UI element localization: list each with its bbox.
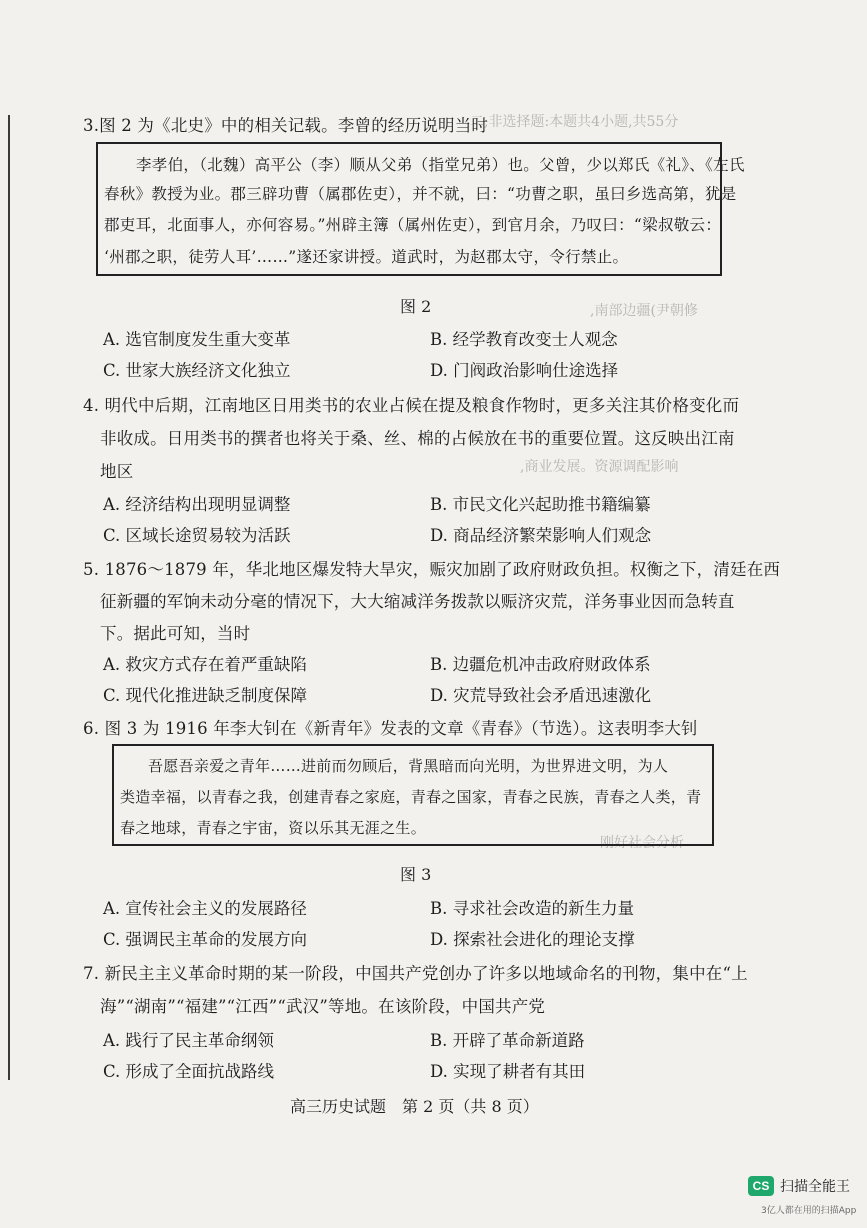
q3-stem: 3.图 2 为《北史》中的相关记载。李曾的经历说明当时 — [83, 116, 489, 135]
q4-stem-line: 地区 — [100, 462, 134, 481]
q4-option-b[interactable]: B. 市民文化兴起助推书籍编纂 — [430, 495, 651, 514]
margin-line — [8, 115, 10, 1080]
q6-quote-line: 类造幸福，以青春之我，创建青春之家庭，青春之国家，青春之民族，青春之人类，青 — [120, 788, 702, 806]
q3-quote-line: 郡吏耳，北面事人，亦何容易。”州辟主簿（属州佐吏），到官月余，乃叹曰：“梁叔敬云： — [104, 216, 722, 234]
q6-option-b[interactable]: B. 寻求社会改造的新生力量 — [430, 899, 635, 918]
q3-quote-line: 李孝伯，（北魏）高平公（李）顺从父弟（指堂兄弟）也。父曾，少以郑氏《礼》、《左氏 — [136, 156, 745, 174]
q4-stem-line: 4. 明代中后期，江南地区日用类书的农业占候在提及粮食作物时，更多关注其价格变化而 — [83, 396, 740, 415]
q7-option-b[interactable]: B. 开辟了革命新道路 — [430, 1031, 585, 1050]
q6-stem: 6. 图 3 为 1916 年李大钊在《新青年》发表的文章《青春》（节选）。这表明李大钊 — [83, 719, 698, 738]
q5-option-a[interactable]: A. 救灾方式存在着严重缺陷 — [103, 655, 307, 674]
q5-option-b[interactable]: B. 边疆危机冲击政府财政体系 — [430, 655, 651, 674]
q6-quote-line: 吾愿吾亲爱之青年……进前而勿顾后，背黑暗而向光明，为世界进文明，为人 — [148, 757, 669, 775]
camscanner-logo-icon: CS — [748, 1176, 774, 1196]
bleed-through-fragment: ,南部边疆(尹朝修 — [590, 303, 698, 319]
q4-option-c[interactable]: C. 区域长途贸易较为活跃 — [103, 526, 291, 545]
page-footer: 高三历史试题 第 2 页（共 8 页） — [290, 1097, 539, 1116]
q3-quote-line: ‘州郡之职，徒劳人耳’……”遂还家讲授。道武时，为赵郡太守，令行禁止。 — [104, 248, 629, 266]
q6-option-d[interactable]: D. 探索社会进化的理论支撑 — [430, 930, 635, 949]
q6-option-a[interactable]: A. 宣传社会主义的发展路径 — [103, 899, 307, 918]
q6-quote-line: 春之地球，青春之宇宙，资以乐其无涯之生。 — [120, 819, 427, 837]
q7-stem-line: 海”“湖南”“福建”“江西”“武汉”等地。在该阶段，中国共产党 — [100, 997, 546, 1016]
q4-stem-line: 非收成。日用类书的撰者也将关于桑、丝、棉的占候放在书的重要位置。这反映出江南 — [100, 429, 735, 448]
q5-option-c[interactable]: C. 现代化推进缺乏制度保障 — [103, 686, 308, 705]
bleed-through-fragment: ,商业发展。资源调配影响 — [520, 459, 679, 475]
watermark-app-name: 扫描全能王 — [780, 1179, 850, 1195]
q7-option-a[interactable]: A. 践行了民主革命纲领 — [103, 1031, 274, 1050]
q5-stem-line: 5. 1876～1879 年，华北地区爆发特大旱灾，赈灾加剧了政府财政负担。权衡之下，清廷在西 — [83, 560, 781, 579]
bleed-through-fragment: 二,非选择题:本题共4小题,共55分 — [470, 114, 679, 130]
q3-option-b[interactable]: B. 经学教育改变士人观念 — [430, 330, 618, 349]
q5-stem-line: 下。据此可知，当时 — [100, 624, 251, 643]
q5-option-d[interactable]: D. 灾荒导致社会矛盾迅速激化 — [430, 686, 652, 705]
q5-stem-line: 征新疆的军饷未动分毫的情况下，大大缩减洋务拨款以赈济灾荒，洋务事业因而急转直 — [100, 592, 735, 611]
q7-option-c[interactable]: C. 形成了全面抗战路线 — [103, 1062, 275, 1081]
q3-option-a[interactable]: A. 选官制度发生重大变革 — [103, 330, 291, 349]
q7-stem-line: 7. 新民主主义革命时期的某一阶段，中国共产党创办了许多以地域命名的刊物，集中在“上 — [83, 964, 748, 983]
watermark-tagline: 3亿人都在用的扫描App — [761, 1206, 857, 1216]
q4-option-a[interactable]: A. 经济结构出现明显调整 — [103, 495, 291, 514]
figure-2-caption: 图 2 — [400, 297, 432, 316]
q7-option-d[interactable]: D. 实现了耕者有其田 — [430, 1062, 586, 1081]
q6-option-c[interactable]: C. 强调民主革命的发展方向 — [103, 930, 308, 949]
q3-quote-line: 春秋》教授为业。郡三辟功曹（属郡佐吏），并不就，曰：“功曹之职，虽曰乡选高第，犹是 — [104, 185, 737, 203]
figure-3-caption: 图 3 — [400, 865, 432, 884]
q3-option-d[interactable]: D. 门阀政治影响仕途选择 — [430, 361, 619, 380]
bleed-through-fragment: 刚好社会分析 — [600, 835, 684, 851]
scanner-watermark — [748, 1176, 850, 1196]
q3-option-c[interactable]: C. 世家大族经济文化独立 — [103, 361, 291, 380]
q4-option-d[interactable]: D. 商品经济繁荣影响人们观念 — [430, 526, 652, 545]
